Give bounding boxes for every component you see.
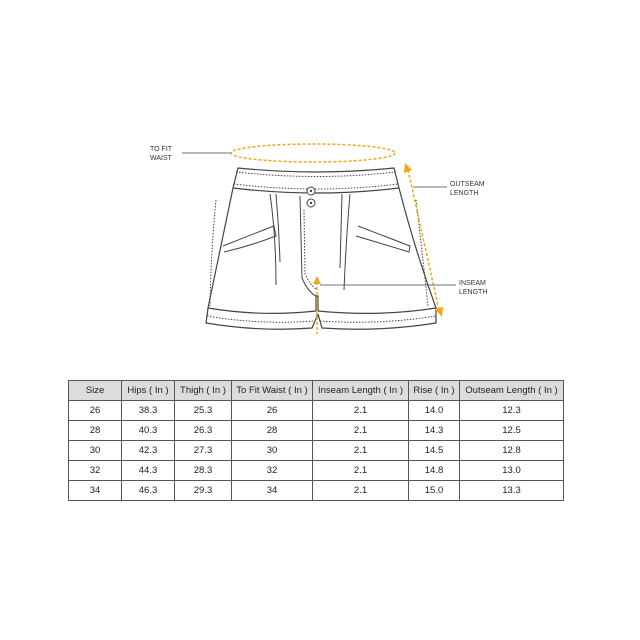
table-header-row [69, 381, 564, 401]
cell-waist: 28 [232, 421, 313, 441]
waist-measure-ellipse [231, 144, 395, 162]
cell-thigh: 29.3 [175, 481, 232, 501]
cell-inseam: 2.1 [313, 461, 409, 481]
shorts-body [208, 188, 436, 313]
inseam-arrow [313, 276, 321, 284]
cell-inseam: 2.1 [313, 481, 409, 501]
cell-thigh: 25.3 [175, 401, 232, 421]
table-row [69, 481, 564, 501]
cell-inseam: 2.1 [313, 441, 409, 461]
cell-waist: 30 [232, 441, 313, 461]
cell-hips: 44.3 [122, 461, 175, 481]
waist-label: TO FIT WAIST [150, 146, 173, 162]
header-rise: Rise ( In ) [409, 381, 460, 401]
cell-hips: 40.3 [122, 421, 175, 441]
header-waist: To Fit Waist ( In ) [232, 381, 313, 401]
cell-outseam: 13.0 [460, 461, 564, 481]
table-row [69, 401, 564, 421]
outseam-arrow-top [404, 163, 412, 173]
size-chart-table [68, 380, 564, 501]
cell-size: 30 [69, 441, 122, 461]
header-size: Size [69, 381, 122, 401]
header-outseam: Outseam Length ( In ) [460, 381, 564, 401]
table-row [69, 421, 564, 441]
cell-inseam: 2.1 [313, 401, 409, 421]
cell-hips: 46.3 [122, 481, 175, 501]
cell-rise: 14.3 [409, 421, 460, 441]
header-thigh: Thigh ( In ) [175, 381, 232, 401]
left-pocket [223, 226, 276, 252]
table-row [69, 461, 564, 481]
cell-rise: 14.8 [409, 461, 460, 481]
cell-size: 32 [69, 461, 122, 481]
inseam-label: INSEAM LENGTH [459, 280, 488, 296]
cell-outseam: 13.3 [460, 481, 564, 501]
cell-size: 34 [69, 481, 122, 501]
cell-thigh: 26.3 [175, 421, 232, 441]
outseam-measure-line [408, 170, 439, 310]
cell-size: 26 [69, 401, 122, 421]
cell-rise: 15.0 [409, 481, 460, 501]
cell-rise: 14.5 [409, 441, 460, 461]
cell-inseam: 2.1 [313, 421, 409, 441]
cell-outseam: 12.8 [460, 441, 564, 461]
table-row [69, 441, 564, 461]
cell-waist: 34 [232, 481, 313, 501]
cell-outseam: 12.3 [460, 401, 564, 421]
cell-thigh: 28.3 [175, 461, 232, 481]
cell-rise: 14.0 [409, 401, 460, 421]
cell-hips: 42.3 [122, 441, 175, 461]
header-inseam: Inseam Length ( In ) [313, 381, 409, 401]
cell-waist: 26 [232, 401, 313, 421]
cell-thigh: 27.3 [175, 441, 232, 461]
outseam-label: OUTSEAM LENGTH [450, 181, 485, 197]
right-pocket [356, 226, 410, 252]
cell-size: 28 [69, 421, 122, 441]
cell-waist: 32 [232, 461, 313, 481]
cell-outseam: 12.5 [460, 421, 564, 441]
cell-hips: 38.3 [122, 401, 175, 421]
header-hips: Hips ( In ) [122, 381, 175, 401]
